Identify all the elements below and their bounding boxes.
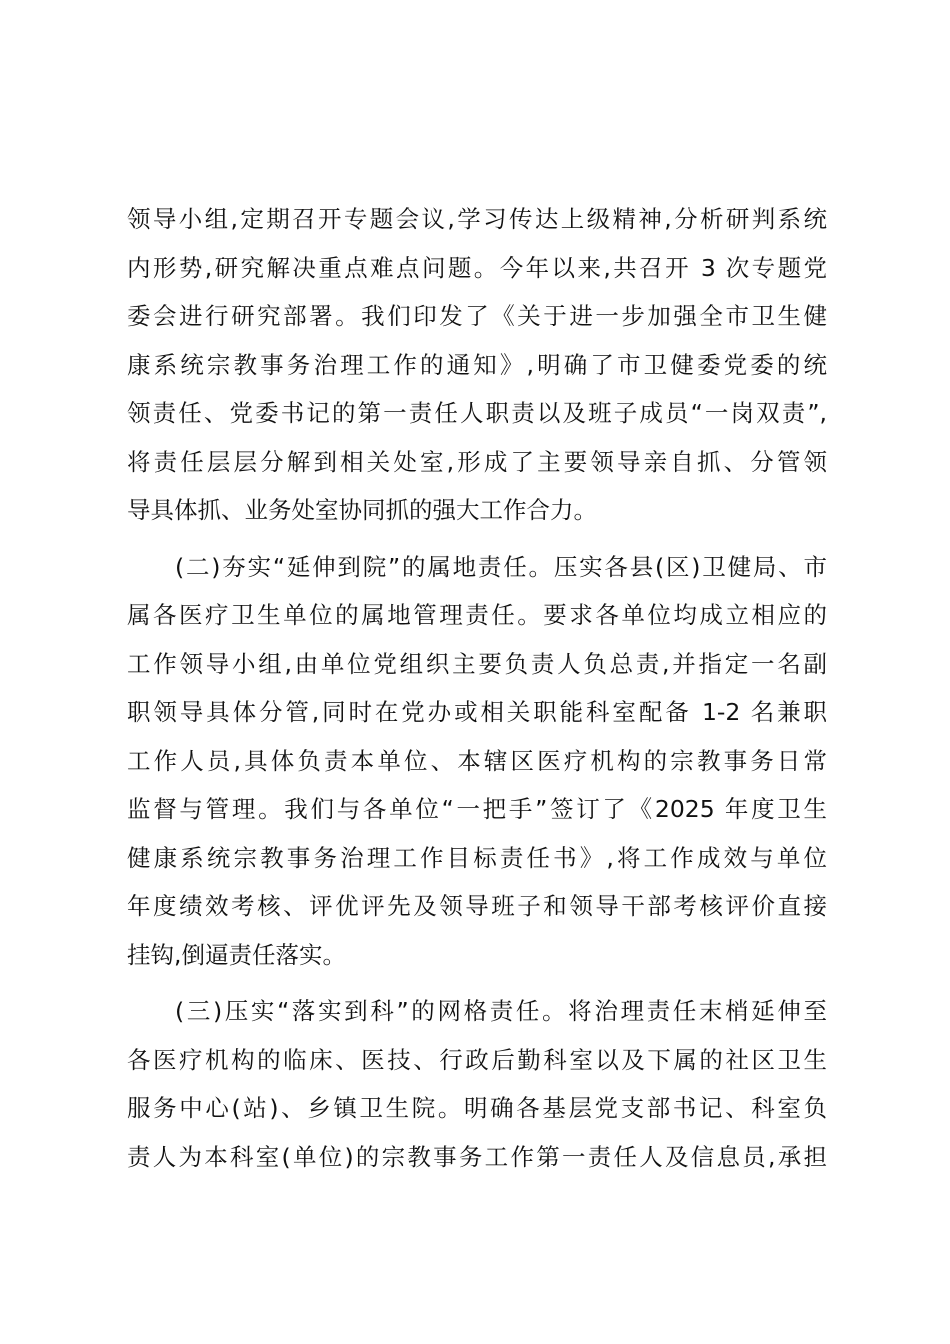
text-line: 康系统宗教事务治理工作的通知》,明确了市卫健委党委的统 — [127, 350, 827, 379]
text-line: 将责任层层分解到相关处室,形成了主要领导亲自抓、分管领 — [127, 447, 827, 476]
text-line: 职领导具体分管,同时在党办或相关职能科室配备 1-2 名兼职 — [127, 698, 827, 726]
text-line: 挂钩,倒逼责任落实。 — [127, 940, 346, 969]
paragraph-section-two — [127, 543, 827, 980]
text-line: 工作领导小组,由单位党组织主要负责人负总责,并指定一名副 — [127, 649, 827, 678]
text-line: 健康系统宗教事务治理工作目标责任书》,将工作成效与单位 — [127, 843, 827, 872]
text-line: 委会进行研究部署。我们印发了《关于进一步加强全市卫生健 — [127, 302, 827, 330]
text-line: 责人为本科室(单位)的宗教事务工作第一责任人及信息员,承担 — [127, 1142, 827, 1171]
section-heading-line: (三)压实“落实到科”的网格责任。将治理责任末梢延伸至 — [175, 997, 827, 1025]
paragraph-section-three — [127, 987, 827, 1181]
text-line: 领导小组,定期召开专题会议,学习传达上级精神,分析研判系统 — [127, 205, 827, 233]
section-heading-line: (二)夯实“延伸到院”的属地责任。压实各县(区)卫健局、市 — [175, 552, 827, 581]
paragraph-leadership — [127, 195, 827, 535]
document-body — [127, 195, 827, 1181]
text-line: 导具体抓、业务处室协同抓的强大工作合力。 — [127, 496, 597, 524]
text-line: 服务中心(站)、乡镇卫生院。明确各基层党支部书记、科室负 — [127, 1094, 827, 1122]
text-line: 内形势,研究解决重点难点问题。今年以来,共召开 3 次专题党 — [127, 253, 827, 282]
text-line: 领责任、党委书记的第一责任人职责以及班子成员“一岗双责”, — [127, 399, 827, 427]
text-line: 各医疗机构的临床、医技、行政后勤科室以及下属的社区卫生 — [127, 1045, 827, 1074]
text-line: 属各医疗卫生单位的属地管理责任。要求各单位均成立相应的 — [127, 601, 827, 629]
text-line: 工作人员,具体负责本单位、本辖区医疗机构的宗教事务日常 — [127, 746, 827, 775]
text-line: 年度绩效考核、评优评先及领导班子和领导干部考核评价直接 — [127, 892, 827, 920]
text-line: 监督与管理。我们与各单位“一把手”签订了《2025 年度卫生 — [127, 795, 827, 823]
